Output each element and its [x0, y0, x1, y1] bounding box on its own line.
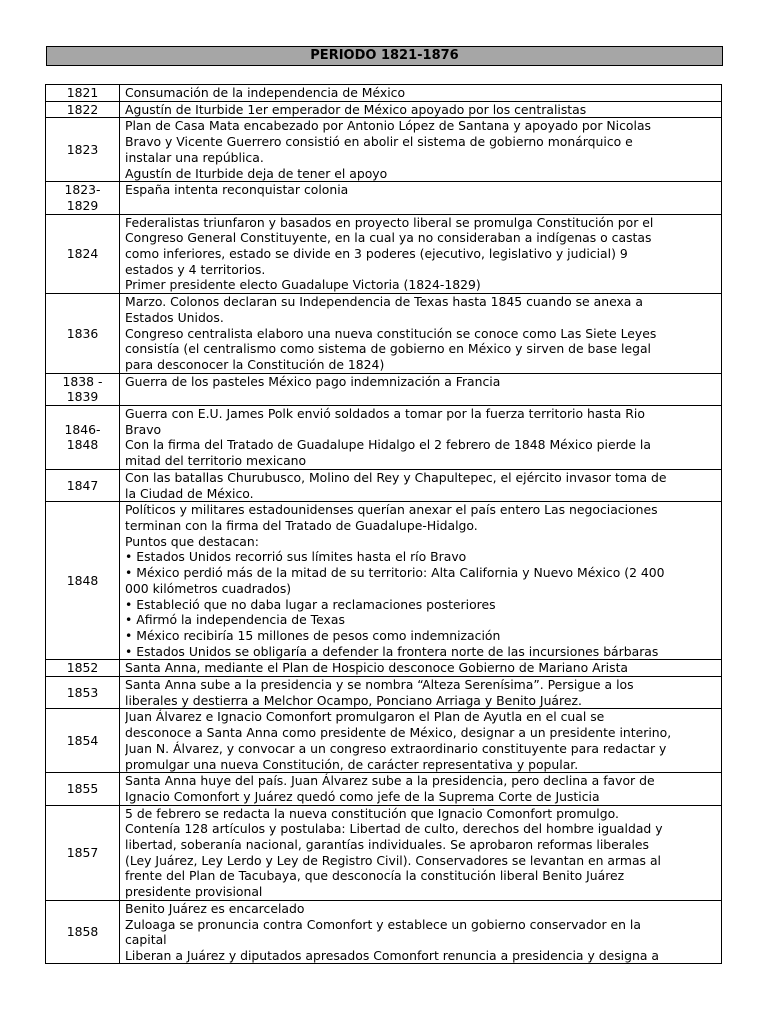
table-row [46, 101, 722, 118]
event-text-line: estados y 4 territorios. [125, 261, 266, 277]
table-row [46, 709, 722, 773]
year-cell [46, 900, 120, 963]
event-text-line: para desconocer la Constitución de 1824) [125, 356, 385, 372]
event-cell [120, 900, 722, 963]
year-cell [46, 214, 120, 294]
event-text-line: Zuloaga se pronuncia contra Comonfort y establece un gobierno conservador en la [125, 916, 641, 932]
event-cell [120, 294, 722, 374]
year-text: 1822 [66, 101, 99, 117]
event-text-line: Guerra de los pasteles México pago indemnización a Francia [125, 373, 501, 389]
year-text: 1858 [66, 924, 99, 939]
year-cell [46, 805, 120, 900]
table-row [46, 773, 722, 805]
event-text-line: Marzo. Colonos declaran su Independencia de Texas hasta 1845 cuando se anexa a [125, 294, 643, 310]
table-row [46, 677, 722, 709]
event-text-line: Consumación de la independencia de México [125, 85, 406, 100]
event-text-line: Congreso centralista elaboro una nueva constitución se conoce como Las Siete Leyes [125, 325, 657, 341]
event-text-line: Plan de Casa Mata encabezado por Antonio López de Santana y apoyado por Nicolas [125, 118, 652, 134]
year-text: 1848 [66, 572, 99, 588]
event-cell [120, 469, 722, 501]
event-text-line: Contenía 128 artículos y postulaba: Libertad de culto, derechos del hombre igualdad y [125, 821, 663, 837]
event-text-line [125, 389, 716, 405]
event-text-line: presidente provisional [125, 884, 263, 900]
event-text-line: • Estados Unidos se obligaría a defender la frontera norte de las incursiones bárbaras [125, 643, 659, 659]
table-row [46, 406, 722, 470]
event-text-line: España intenta reconquistar colonia [125, 182, 349, 198]
table-row [46, 294, 722, 374]
event-cell [120, 709, 722, 773]
year-cell [46, 709, 120, 773]
event-text-line: • Estableció que no daba lugar a reclamaciones posteriores [125, 596, 496, 612]
event-text-line: Agustín de Iturbide deja de tener el apoyo [125, 165, 388, 181]
year-text: 1823- [64, 182, 101, 198]
table-row [46, 182, 722, 214]
year-cell [46, 373, 120, 405]
year-cell [46, 660, 120, 677]
table-row [46, 805, 722, 900]
event-text-line: Juan Álvarez e Ignacio Comonfort promulgaron el Plan de Ayutla en el cual se [125, 709, 605, 725]
event-text-line: Guerra con E.U. James Polk envió soldados a tomar por la fuerza territorio hasta Rio [125, 406, 645, 422]
event-text-line: Puntos que destacan: [125, 533, 259, 549]
table-row [46, 660, 722, 677]
event-text-line: Ignacio Comonfort y Juárez quedó como jefe de la Suprema Corte de Justicia [125, 788, 600, 804]
event-text-line: 5 de febrero se redacta la nueva constitución que Ignacio Comonfort promulgo. [125, 805, 619, 821]
year-cell [46, 406, 120, 470]
year-text: 1836 [66, 325, 99, 341]
year-cell [46, 773, 120, 805]
event-cell [120, 214, 722, 294]
event-text-line: • Afirmó la independencia de Texas [125, 612, 345, 628]
event-text-line: Bravo [125, 421, 162, 437]
timeline-table [45, 84, 722, 964]
year-cell [46, 502, 120, 660]
event-text-line: (Ley Juárez, Ley Lerdo y Ley de Registro Civil). Conservadores se levantan en armas al [125, 852, 661, 868]
event-text-line: Primer presidente electo Guadalupe Victoria (1824-1829) [125, 277, 481, 293]
table-row [46, 469, 722, 501]
event-cell [120, 101, 722, 118]
event-text-line: Congreso General Constituyente, en la cual ya no consideraban a indígenas o castas [125, 230, 652, 246]
year-text: 1823 [66, 141, 99, 157]
event-text-line: • México recibiría 15 millones de pesos como indemnización [125, 627, 501, 643]
table-row [46, 900, 722, 963]
event-text-line: Con la firma del Tratado de Guadalupe Hidalgo el 2 febrero de 1848 México pierde la [125, 437, 651, 453]
event-text-line: instalar una república. [125, 149, 264, 165]
event-text-line: capital [125, 932, 167, 948]
event-cell [120, 182, 722, 214]
event-cell [120, 85, 722, 102]
event-text-line: Agustín de Iturbide 1er emperador de México apoyado por los centralistas [125, 101, 587, 117]
event-text-line: Santa Anna, mediante el Plan de Hospicio desconoce Gobierno de Mariano Arista [125, 660, 629, 676]
event-text-line: • México perdió más de la mitad de su territorio: Alta California y Nuevo México (2 400 [125, 565, 665, 581]
event-cell [120, 502, 722, 660]
table-row [46, 502, 722, 660]
event-cell [120, 773, 722, 805]
event-text-line: 000 kilómetros cuadrados) [125, 580, 292, 596]
year-text: 1854 [66, 732, 99, 748]
year-text: 1846- [64, 421, 101, 437]
event-text-line: desconoce a Santa Anna como presidente de México, designar a un presidente interino, [125, 725, 672, 741]
event-cell [120, 677, 722, 709]
year-text: 1829 [66, 197, 99, 213]
event-text-line: Con las batallas Churubusco, Molino del Rey y Chapultepec, el ejército invasor toma de [125, 469, 667, 485]
event-text-line: promulgar una nueva Constitución, de carácter representativa y popular. [125, 756, 579, 772]
event-text-line: Bravo y Vicente Guerrero consistió en abolir el sistema de gobierno monárquico e [125, 134, 633, 150]
year-text: 1852 [66, 660, 99, 676]
year-cell [46, 101, 120, 118]
event-cell [120, 406, 722, 470]
year-text: 1847 [66, 477, 99, 493]
year-cell [46, 118, 120, 182]
event-text-line: Políticos y militares estadounidenses querían anexar el país entero Las negociaciones [125, 502, 658, 518]
event-text-line: Federalistas triunfaron y basados en proyecto liberal se promulga Constitución por el [125, 214, 654, 230]
event-text-line: • Estados Unidos recorrió sus límites hasta el río Bravo [125, 549, 467, 565]
event-text-line: Estados Unidos. [125, 309, 224, 325]
event-text-line: liberales y destierra a Melchor Ocampo, Ponciano Arriaga y Benito Juárez. [125, 692, 582, 708]
event-text-line: libertad, soberanía nacional, garantías individuales. Se aprobaron reformas liberales [125, 837, 649, 853]
year-text: 1824 [66, 246, 99, 262]
year-cell [46, 677, 120, 709]
event-text-line: terminan con la firma del Tratado de Guadalupe-Hidalgo. [125, 517, 478, 533]
event-text-line: mitad del territorio mexicano [125, 453, 307, 469]
event-text-line: Juan N. Álvarez, y convocar a un congreso extraordinario constituyente para redactar y [125, 740, 667, 756]
year-text: 1855 [66, 781, 99, 797]
year-text: 1838 - [62, 373, 103, 389]
event-cell [120, 118, 722, 182]
table-row [46, 85, 722, 102]
event-cell [120, 805, 722, 900]
event-text-line [125, 198, 716, 214]
year-cell [46, 85, 120, 102]
event-text-line: Santa Anna huye del país. Juan Álvarez sube a la presidencia, pero declina a favor de [125, 773, 655, 789]
event-text-line: consistía (el centralismo como sistema de gobierno en México y sirven de base legal [125, 341, 652, 357]
event-text-line: Santa Anna sube a la presidencia y se nombra “Alteza Serenísima”. Persigue a los [125, 677, 634, 693]
year-text: 1839 [66, 389, 99, 405]
year-text: 1857 [66, 844, 99, 860]
event-text-line: Liberan a Juárez y diputados apresados Comonfort renuncia a presidencia y designa a [125, 947, 659, 963]
year-text: 1821 [66, 85, 99, 100]
year-cell [46, 294, 120, 374]
event-text-line: la Ciudad de México. [125, 485, 254, 501]
event-text-line: frente del Plan de Tacubaya, que desconocía la constitución liberal Benito Juárez [125, 868, 625, 884]
year-text: 1848 [66, 437, 99, 453]
table-row [46, 373, 722, 405]
event-text-line: Benito Juárez es encarcelado [125, 900, 305, 916]
year-cell [46, 182, 120, 214]
year-text: 1853 [66, 684, 99, 700]
event-cell [120, 373, 722, 405]
event-cell [120, 660, 722, 677]
table-row [46, 118, 722, 182]
event-text-line: como inferiores, estado se divide en 3 poderes (ejecutivo, legislativo y judicial) 9 [125, 246, 628, 262]
table-row [46, 214, 722, 294]
page-title: PERIODO 1821-1876 [46, 46, 723, 66]
year-cell [46, 469, 120, 501]
